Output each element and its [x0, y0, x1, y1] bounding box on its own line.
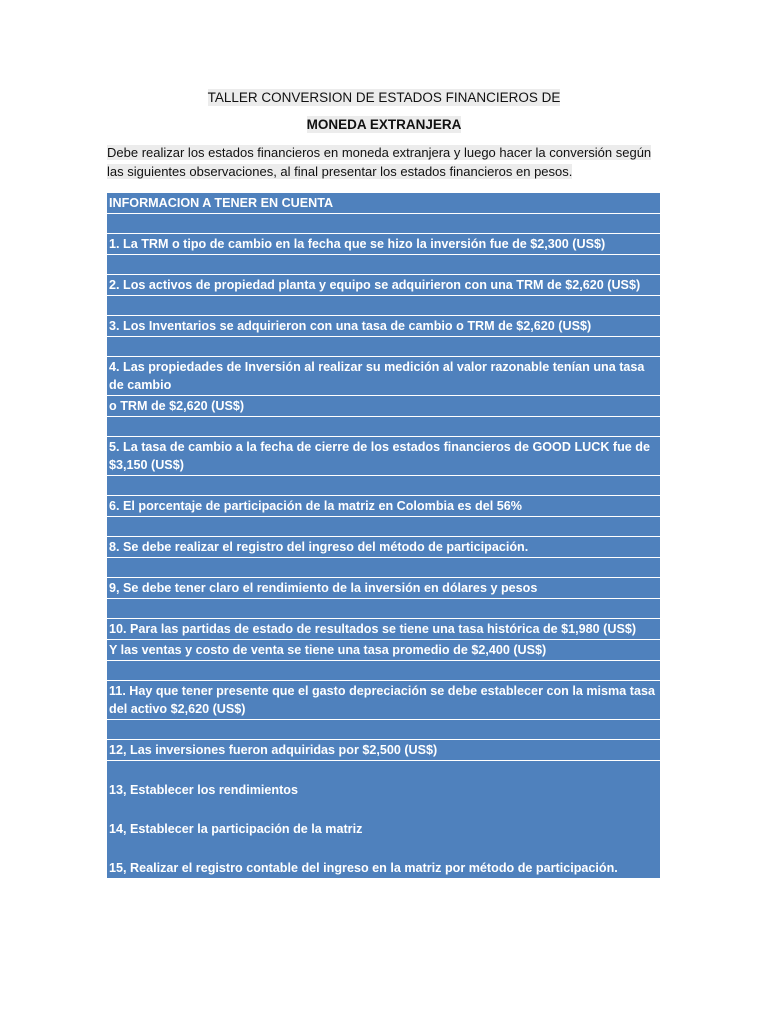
table-spacer-row	[107, 417, 661, 437]
table-spacer-cell	[107, 417, 661, 437]
table-spacer-row	[107, 476, 661, 496]
table-row	[107, 234, 661, 255]
intro-line2: las siguientes observaciones, al final presentar los estados financieros en pesos.	[107, 164, 573, 179]
table-row	[107, 640, 661, 661]
table-spacer-cell	[107, 255, 661, 275]
document-title-line2	[0, 117, 768, 132]
table-row	[107, 437, 661, 476]
document-title-line1	[0, 90, 768, 105]
table-row	[107, 780, 661, 800]
table-cell-item4-part2: o TRM de $2,620 (US$)	[107, 396, 661, 417]
table-spacer-row	[107, 839, 661, 858]
table-spacer-cell	[107, 214, 661, 234]
table-cell-item3: 3. Los Inventarios se adquirieron con una tasa de cambio o TRM de $2,620 (US$)	[107, 316, 661, 337]
table-cell-item10-part1: 10. Para las partidas de estado de resultados se tiene una tasa histórica de $1,980 (US$)	[107, 619, 661, 640]
table-row	[107, 275, 661, 296]
table-row	[107, 681, 661, 720]
table-cell-item9: 9, Se debe tener claro el rendimiento de la inversión en dólares y pesos	[107, 578, 661, 599]
table-spacer-row	[107, 558, 661, 578]
table-spacer-cell	[107, 599, 661, 619]
table-spacer-cell	[107, 337, 661, 357]
table-cell-item4-part1: 4. Las propiedades de Inversión al realizar su medición al valor razonable tenían una tasa de cambio	[107, 357, 661, 396]
table-spacer-cell	[107, 661, 661, 681]
table-header-row	[107, 193, 661, 214]
table-cell-item6: 6. El porcentaje de participación de la matriz en Colombia es del 56%	[107, 496, 661, 517]
table-cell-item5: 5. La tasa de cambio a la fecha de cierre de los estados financieros de GOOD LUCK fue de $3,150 (US$)	[107, 437, 661, 476]
intro-paragraph	[107, 143, 667, 181]
table-spacer-row	[107, 599, 661, 619]
table-spacer-row	[107, 296, 661, 316]
table-spacer-cell	[107, 800, 661, 819]
table-spacer-cell	[107, 558, 661, 578]
intro-line1: Debe realizar los estados financieros en moneda extranjera y luego hacer la conversión según	[107, 145, 652, 160]
table-spacer-row	[107, 214, 661, 234]
table-spacer-row	[107, 761, 661, 781]
table-row	[107, 496, 661, 517]
table-cell-item13: 13, Establecer los rendimientos	[107, 780, 661, 800]
table-spacer-cell	[107, 839, 661, 858]
table-cell-item14: 14, Establecer la participación de la matriz	[107, 819, 661, 839]
document-title-line1-text: TALLER CONVERSION DE ESTADOS FINANCIEROS DE	[207, 90, 561, 105]
table-spacer-cell	[107, 720, 661, 740]
table-row	[107, 396, 661, 417]
table-row	[107, 316, 661, 337]
table-row	[107, 740, 661, 761]
table-spacer-row	[107, 720, 661, 740]
table-row	[107, 357, 661, 396]
table-header-cell: INFORMACION A TENER EN CUENTA	[107, 193, 661, 214]
table-spacer-row	[107, 255, 661, 275]
table-cell-item1: 1. La TRM o tipo de cambio en la fecha que se hizo la inversión fue de $2,300 (US$)	[107, 234, 661, 255]
table-cell-item12: 12, Las inversiones fueron adquiridas por $2,500 (US$)	[107, 740, 661, 761]
table-spacer-row	[107, 800, 661, 819]
table-spacer-row	[107, 661, 661, 681]
table-row	[107, 537, 661, 558]
table-cell-item15: 15, Realizar el registro contable del ingreso en la matriz por método de participación.	[107, 858, 661, 878]
table-spacer-cell	[107, 476, 661, 496]
table-spacer-cell	[107, 296, 661, 316]
info-table	[106, 192, 661, 878]
table-cell-item10-part2: Y las ventas y costo de venta se tiene una tasa promedio de $2,400 (US$)	[107, 640, 661, 661]
table-row	[107, 578, 661, 599]
table-cell-item8: 8. Se debe realizar el registro del ingreso del método de participación.	[107, 537, 661, 558]
table-row	[107, 858, 661, 878]
table-cell-item11: 11. Hay que tener presente que el gasto depreciación se debe establecer con la misma tasa del activo $2,620 (US$)	[107, 681, 661, 720]
document-title-line2-text: MONEDA EXTRANJERA	[306, 117, 462, 132]
table-spacer-row	[107, 337, 661, 357]
table-spacer-cell	[107, 517, 661, 537]
table-row	[107, 619, 661, 640]
table-row	[107, 819, 661, 839]
table-spacer-row	[107, 517, 661, 537]
table-spacer-cell	[107, 761, 661, 781]
table-cell-item2: 2. Los activos de propiedad planta y equipo se adquirieron con una TRM de $2,620 (US$)	[107, 275, 661, 296]
